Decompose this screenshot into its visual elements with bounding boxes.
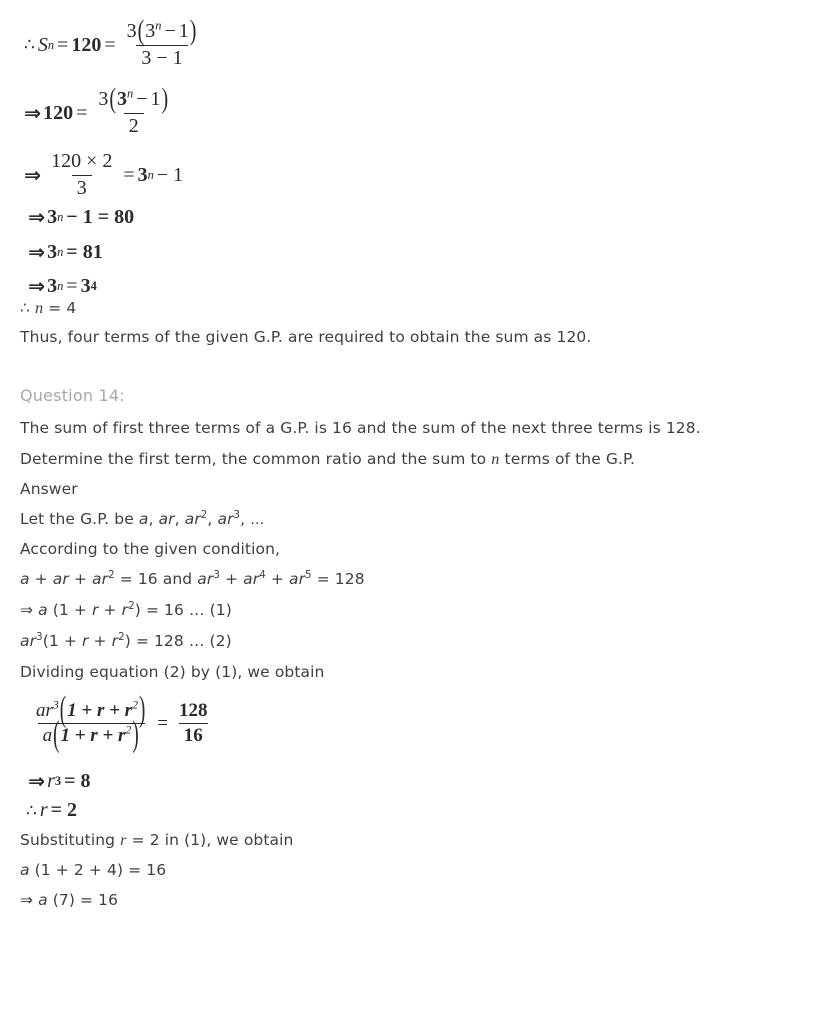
value-120: 120	[43, 101, 74, 124]
variable-n: n	[35, 299, 44, 317]
right-paren: )	[189, 14, 197, 47]
term-ar3-exponent: 3	[36, 631, 43, 643]
plus-sign-1: +	[34, 570, 48, 588]
conclusion-n-equals-4	[20, 299, 76, 318]
fraction-left-side	[31, 689, 151, 756]
rhs-tail: − 1	[156, 163, 184, 186]
fraction-denominator	[38, 715, 145, 756]
equals-sign: =	[66, 274, 78, 297]
equation-2-tail: ) = 128 … (2)	[124, 632, 232, 650]
numerator-inner-exponent: 2	[132, 698, 138, 712]
answer-a-seven-line	[20, 891, 118, 909]
substituting-suffix: = 2 in (1), we obtain	[131, 831, 294, 849]
term-a: a	[38, 601, 48, 619]
answer-equation-2	[20, 632, 232, 650]
fraction-denominator: 3 − 1	[136, 45, 187, 71]
separator-2: ,	[174, 510, 180, 528]
separator-3: ,	[207, 510, 213, 528]
term-ar3: ar	[197, 570, 214, 588]
first-sum-value: = 16 and	[119, 570, 193, 588]
equation-three-power-equals-81: ⇒ 3 n = 81	[28, 240, 106, 264]
question-line-2-part-1: Determine the first term, the common ratio and the sum to	[20, 450, 487, 468]
term-ar5-exponent: 5	[305, 569, 312, 581]
term-a: a	[20, 570, 30, 588]
numerator-coefficient: 3	[98, 88, 109, 110]
fraction-numerator	[93, 82, 174, 115]
n-value: = 4	[48, 299, 77, 317]
implies-arrow: ⇒	[28, 769, 46, 793]
answer-label: Answer	[20, 480, 78, 498]
let-prefix: Let the G.P. be	[20, 510, 134, 528]
term-ar4: ar	[243, 570, 260, 588]
term-ar3-exponent: 3	[213, 569, 220, 581]
answer-dividing-line: Dividing equation (2) by (1), we obtain	[20, 663, 325, 681]
numerator-one: 1	[178, 20, 189, 42]
thus-conclusion-line: Thus, four terms of the given G.P. are required to obtain the sum as 120.	[20, 328, 592, 346]
implies-arrow: ⇒	[20, 891, 34, 909]
variable-r-squared: r	[121, 601, 129, 619]
implies-arrow: ⇒	[24, 163, 42, 188]
plus-sign-4: +	[270, 570, 284, 588]
plus-sign-3: +	[225, 570, 239, 588]
denominator-inner: 1 + r + r	[60, 725, 126, 747]
implies-arrow: ⇒	[28, 274, 46, 298]
numerator-exponent: n	[155, 18, 162, 33]
base-3: 3	[47, 205, 58, 228]
equation-substituted-denominator	[24, 82, 177, 138]
denominator-a: a	[42, 725, 53, 747]
term-ar2-exponent: 2	[108, 569, 115, 581]
variable-r: r	[120, 831, 127, 849]
equation-three-power-equals-three-fourth: ⇒ 3 n = 3 4	[28, 274, 97, 298]
term-ar3: ar	[20, 632, 37, 650]
term-a: a	[20, 861, 30, 879]
plus-sign: +	[93, 632, 107, 650]
rhs-numerator: 128	[179, 700, 208, 721]
variable-r-squared: r	[111, 632, 119, 650]
fraction-denominator: 3	[72, 175, 92, 201]
implies-arrow: ⇒	[28, 205, 46, 229]
r-squared-exponent: 2	[128, 600, 135, 612]
substituting-prefix: Substituting	[20, 831, 116, 849]
paren-open-group: (1 +	[52, 601, 87, 619]
answer-according-line: According to the given condition,	[20, 540, 281, 558]
left-paren: (	[53, 715, 60, 756]
numerator-minus: −	[136, 88, 148, 110]
answer-let-gp-line	[20, 510, 265, 528]
right-paren: )	[132, 715, 139, 756]
equation-tail: − 1 = 80	[66, 205, 135, 228]
numerator-ar-exponent: 3	[52, 698, 59, 712]
numerator-inner: 1 + r + r	[67, 700, 133, 721]
numerator-ar: ar	[36, 700, 53, 721]
equals-sign: =	[157, 712, 169, 734]
separator-4: ,	[240, 510, 246, 528]
a-sum-expression: (1 + 2 + 4) = 16	[34, 861, 167, 879]
implies-arrow: ⇒	[28, 240, 46, 264]
rhs-base: 3	[137, 163, 148, 186]
numerator-coefficient: 3	[126, 20, 137, 42]
equals-sign-a: =	[57, 33, 69, 56]
s-symbol: S	[37, 33, 48, 56]
numerator-exponent: n	[127, 86, 134, 101]
plus-sign-2: +	[73, 570, 87, 588]
equals-sign: =	[76, 101, 88, 124]
fraction-denominator: 2	[124, 113, 144, 139]
paren-open-group: (1 +	[42, 632, 77, 650]
equals-sign: =	[123, 163, 135, 186]
variable-r: r	[39, 799, 48, 821]
fraction-right-side	[174, 700, 213, 748]
r-cubed-value: = 8	[64, 769, 91, 792]
therefore-symbol: ∴	[24, 35, 35, 56]
question-line-2	[20, 450, 635, 469]
term-ar: ar	[158, 510, 175, 528]
variable-n: n	[491, 450, 500, 468]
right-paren: )	[138, 689, 146, 730]
therefore-symbol: ∴	[26, 800, 37, 821]
variable-r: r	[81, 632, 89, 650]
question-line-1: The sum of first three terms of a G.P. is 16 and the sum of the next three terms is 128.	[20, 419, 701, 437]
question-heading: Question 14:	[20, 386, 125, 405]
variable-r: r	[47, 769, 55, 792]
term-ar2: ar	[92, 570, 109, 588]
equation-cross-multiplied: ⇒ $\frac{120 \times 2}{3}$ = 3 n − 1	[24, 150, 186, 200]
fraction-3-3n-1-over-3-1	[122, 14, 203, 70]
question-line-2-part-2: terms of the G.P.	[504, 450, 636, 468]
numerator-minus: −	[164, 20, 176, 42]
base-3: 3	[47, 274, 58, 297]
equation-r-equals-2	[26, 799, 80, 822]
equation-r-cubed-equals-8: ⇒ r 3 = 8	[28, 769, 94, 793]
answer-equation-1	[20, 601, 232, 619]
term-ar4-exponent: 4	[259, 569, 266, 581]
a-seven-expression: (7) = 16	[52, 891, 119, 909]
fraction-3-3n-1-over-2	[93, 82, 174, 138]
ellipsis: …	[250, 512, 266, 528]
base-3: 3	[47, 240, 58, 263]
rhs-denominator: 16	[179, 723, 208, 747]
equation-three-power-minus-one: ⇒ 3 n − 1 = 80	[28, 205, 137, 229]
fraction-numerator	[122, 14, 203, 47]
numerator-base: 3	[117, 88, 128, 110]
plus-sign: +	[103, 601, 117, 619]
equation-tail: = 81	[66, 240, 103, 263]
answer-condition-equations	[20, 570, 365, 588]
r-squared-exponent: 2	[118, 631, 125, 643]
equation-1-tail: ) = 16 … (1)	[134, 601, 232, 619]
term-ar2-exponent: 2	[200, 509, 208, 521]
right-paren: )	[161, 82, 169, 115]
left-paren: (	[59, 689, 67, 730]
implies-arrow: ⇒	[20, 601, 34, 619]
numerator-one: 1	[150, 88, 161, 110]
term-ar3: ar	[217, 510, 234, 528]
second-sum-value: = 128	[316, 570, 365, 588]
therefore-symbol: ∴	[20, 299, 30, 317]
r-value: = 2	[50, 799, 78, 821]
rhs-base-3: 3	[80, 274, 91, 297]
equation-sum-formula: ∴ S n = 120 = $\frac{3(3^n - 1)}{3 - 1}$	[24, 20, 205, 70]
equation-ratio-division	[28, 689, 216, 756]
term-ar2: ar	[184, 510, 201, 528]
term-a: a	[138, 510, 149, 528]
implies-arrow: ⇒	[24, 101, 42, 126]
term-ar: ar	[52, 570, 69, 588]
fraction-numerator: 120 × 2	[51, 150, 113, 172]
left-paren: (	[137, 14, 145, 47]
left-paren: (	[109, 82, 117, 115]
term-a: a	[38, 891, 48, 909]
equals-sign-b: =	[104, 33, 116, 56]
separator-1: ,	[148, 510, 154, 528]
answer-substituting-line	[20, 831, 293, 850]
term-ar3-exponent: 3	[233, 509, 241, 521]
value-120: 120	[71, 33, 102, 56]
denominator-inner-exponent: 2	[125, 724, 132, 738]
term-ar5: ar	[288, 570, 306, 588]
fraction-120x2-over-3	[46, 150, 117, 200]
numerator-base: 3	[145, 20, 156, 42]
answer-a-sum-line	[20, 861, 166, 879]
variable-r: r	[92, 601, 99, 619]
